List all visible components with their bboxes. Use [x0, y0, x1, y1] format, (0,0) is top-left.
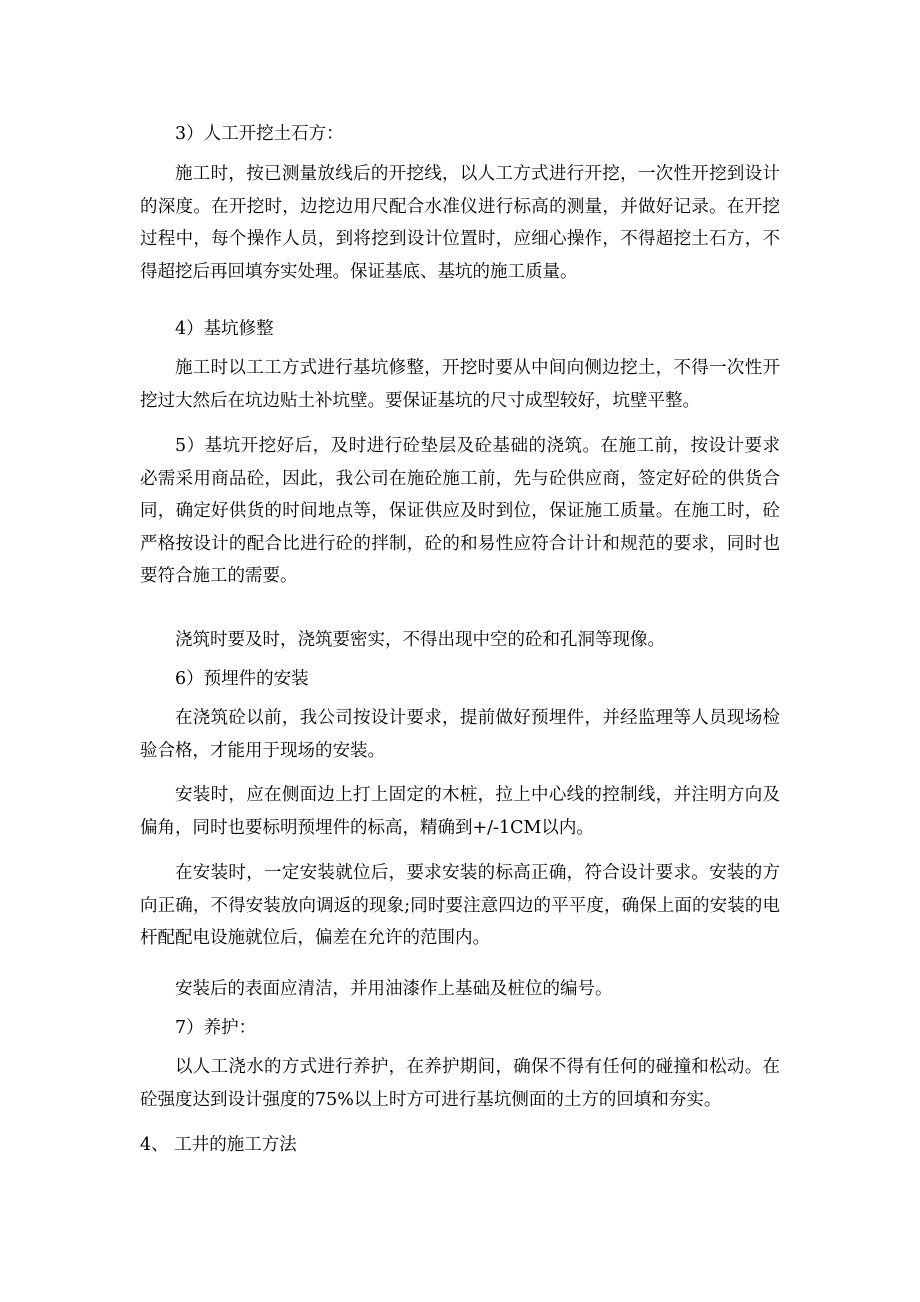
paragraph-excavation-procedure: 施工时，按已测量放线后的开挖线，以人工方式进行开挖，一次性开挖到设计的深度。在开挖时，边挖边用尺配合水准仪进行标高的测量，并做好记录。在开挖过程中，每个操作人员，到将挖到设计位置时，应细心操作，不得超挖土石方，不得超挖后再回填夯实处理。保证基底、基坑的施工质量。 — [140, 164, 780, 282]
section-heading-manhole: 4、 工井的施工方法 — [140, 1135, 297, 1155]
paragraph-pouring-requirements: 浇筑时要及时，浇筑要密实，不得出现中空的砼和孔洞等现像。 — [175, 630, 665, 650]
paragraph-embedded-parts-install: 安装时，应在侧面边上打上固定的木桩，拉上中心线的控制线，并注明方向及偏角，同时也要标明预埋件的标高，精确到+/-1CM以内。 — [140, 785, 780, 838]
paragraph-pit-trimming: 施工时以工工方式进行基坑修整，开挖时要从中间向侧边挖土，不得一次性开挖过大然后在坑边贴土补坑壁。要保证基坑的尺寸成型较好，坑壁平整。 — [140, 358, 780, 411]
paragraph-surface-marking: 安装后的表面应清洁，并用油漆作上基础及桩位的编号。 — [175, 979, 613, 999]
paragraph-concrete-pouring: 5）基坑开挖好后，及时进行砼垫层及砼基础的浇筑。在施工前，按设计要求必需采用商品砼，因此，我公司在施砼施工前，先与砼供应商，签定好砼的供货合同，确定好供货的时间地点等，保证供应及时到位，保证施工质量。在施工时，砼严格按设计的配合比进行砼的拌制，砼的和易性应符合计计和规范的要求，同时也要符合施工的需要。 — [140, 436, 780, 587]
subheading-embedded-parts: 6）预埋件的安装 — [175, 669, 309, 689]
paragraph-embedded-parts-prep: 在浇筑砼以前，我公司按设计要求，提前做好预埋件，并经监理等人员现场检验合格，才能用于现场的安装。 — [140, 708, 780, 761]
subheading-curing: 7）养护： — [175, 1018, 257, 1038]
subheading-pit-trimming: 4）基坑修整 — [175, 319, 274, 339]
paragraph-installation-accuracy: 在安装时，一定安装就位后，要求安装的标高正确，符合设计要求。安装的方向正确，不得安装放向调返的现象;同时要注意四边的平平度，确保上面的安装的电杆配配电设施就位后，偏差在允许的范围内。 — [140, 863, 780, 949]
subheading-manual-excavation: 3）人工开挖土石方： — [175, 124, 344, 144]
paragraph-curing: 以人工浇水的方式进行养护，在养护期间，确保不得有任何的碰撞和松动。在砼强度达到设计强度的75%以上时方可进行基坑侧面的土方的回填和夯实。 — [140, 1057, 780, 1110]
